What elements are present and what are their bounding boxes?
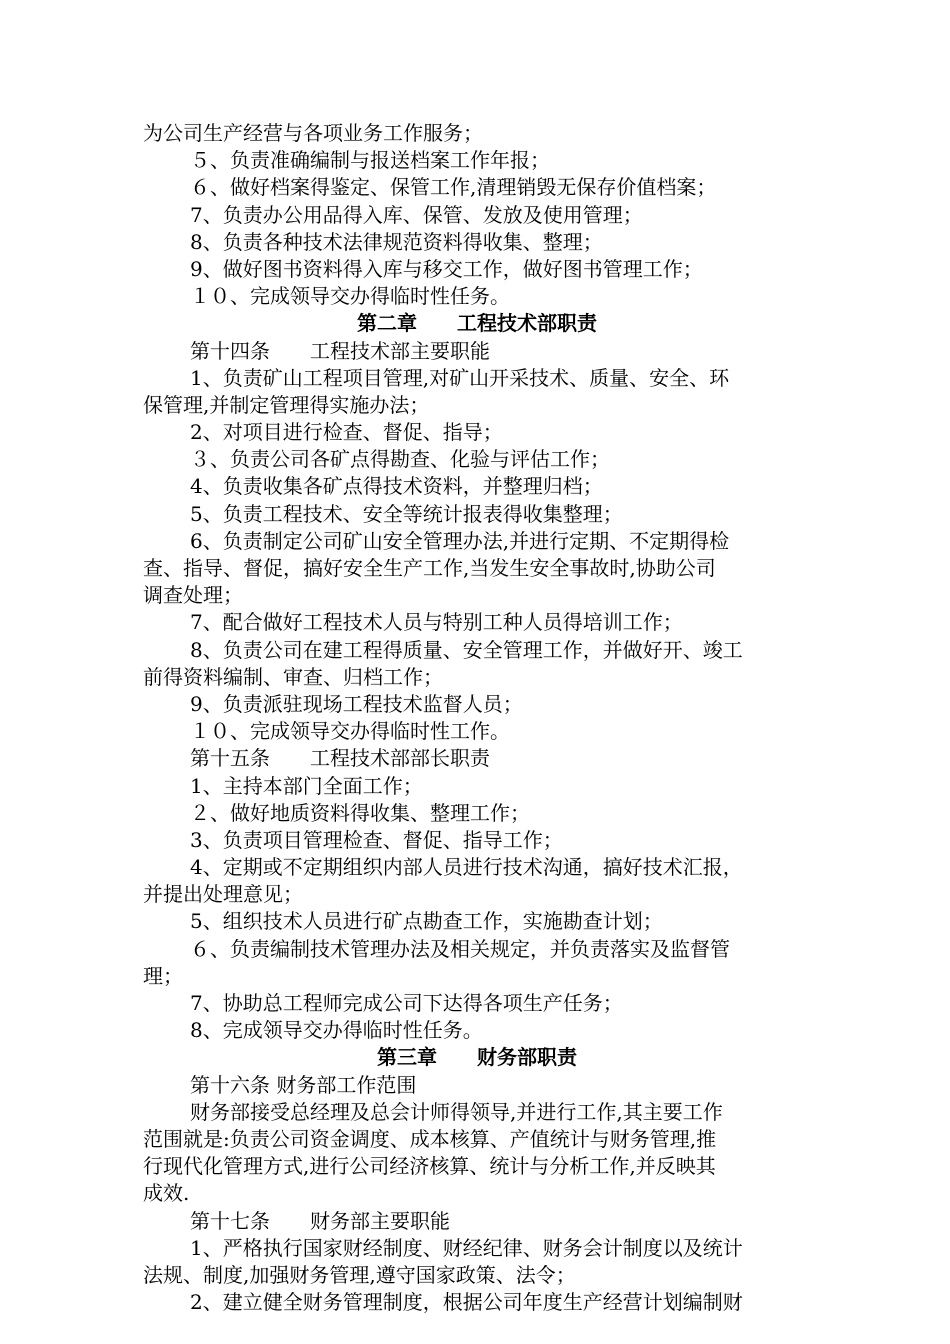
paragraph-line: 7、配合做好工程技术人员与特别工种人员得培训工作； bbox=[190, 610, 683, 635]
paragraph-line: ６、做好档案得鉴定、保管工作,清理销毁无保存价值档案； bbox=[190, 175, 717, 200]
chapter-heading: 第二章 工程技术部职责 bbox=[357, 311, 597, 336]
chapter-heading: 第三章 财务部职责 bbox=[377, 1045, 577, 1070]
paragraph-line: 1、负责矿山工程项目管理,对矿山开采技术、质量、安全、环 bbox=[190, 365, 730, 390]
paragraph-line: ２、做好地质资料得收集、整理工作； bbox=[190, 800, 530, 825]
paragraph-line: 1、严格执行国家财经制度、财经纪律、财务会计制度以及统计 bbox=[190, 1235, 743, 1260]
paragraph-line: 第十四条 工程技术部主要职能 bbox=[190, 338, 490, 363]
paragraph-line: 2、建立健全财务管理制度，根据公司年度生产经营计划编制财 bbox=[190, 1290, 743, 1315]
paragraph-line: 1、主持本部门全面工作； bbox=[190, 773, 423, 798]
paragraph-line: 第十六条 财务部工作范围 bbox=[190, 1072, 417, 1097]
paragraph-line: 6、负责制定公司矿山安全管理办法,并进行定期、不定期得检 bbox=[190, 528, 730, 553]
paragraph-continuation-line: 范围就是:负责公司资金调度、成本核算、产值统计与财务管理,推 bbox=[143, 1126, 717, 1151]
paragraph-line: 8、完成领导交办得临时性任务。 bbox=[190, 1018, 483, 1043]
paragraph-line: ５、负责准确编制与报送档案工作年报； bbox=[190, 148, 550, 173]
paragraph-line: 9、做好图书资料得入库与移交工作，做好图书管理工作； bbox=[190, 256, 703, 281]
paragraph-line: 7、协助总工程师完成公司下达得各项生产任务； bbox=[190, 991, 623, 1015]
paragraph-continuation-line: 并提出处理意见； bbox=[143, 882, 303, 907]
paragraph-continuation-line: 成效. bbox=[143, 1181, 190, 1206]
paragraph-line: 4、负责收集各矿点得技术资料，并整理归档； bbox=[190, 474, 603, 499]
paragraph-line: １０、完成领导交办得临时性工作。 bbox=[190, 719, 510, 744]
paragraph-line: 2、对项目进行检查、督促、指导； bbox=[190, 420, 503, 445]
paragraph-line: 第十七条 财务部主要职能 bbox=[190, 1208, 450, 1233]
paragraph-line: 9、负责派驻现场工程技术监督人员； bbox=[190, 691, 523, 716]
paragraph-line: ６、负责编制技术管理办法及相关规定，并负责落实及监督管 bbox=[190, 936, 730, 961]
paragraph-line: 8、负责各种技术法律规范资料得收集、整理； bbox=[190, 229, 603, 254]
paragraph-continuation-line: 调查处理； bbox=[143, 583, 243, 608]
paragraph-line: 第十五条 工程技术部部长职责 bbox=[190, 746, 490, 771]
paragraph-line: 5、组织技术人员进行矿点勘查工作，实施勘查计划； bbox=[190, 909, 663, 934]
paragraph-continuation-line: 法规、制度,加强财务管理,遵守国家政策、法令； bbox=[143, 1262, 576, 1287]
paragraph-line: 8、负责公司在建工程得质量、安全管理工作，并做好开、竣工 bbox=[190, 637, 743, 662]
paragraph-continuation-line: 前得资料编制、审查、归档工作； bbox=[143, 664, 443, 689]
paragraph-continuation-line: 保管理,并制定管理得实施办法； bbox=[143, 392, 430, 417]
paragraph-line: 4、定期或不定期组织内部人员进行技术沟通，搞好技术汇报， bbox=[190, 855, 743, 880]
paragraph-line: 7、负责办公用品得入库、保管、发放及使用管理； bbox=[190, 202, 643, 227]
paragraph-continuation-line: 为公司生产经营与各项业务工作服务； bbox=[143, 121, 483, 145]
paragraph-line: 3、负责项目管理检查、督促、指导工作； bbox=[190, 827, 563, 852]
paragraph-line: 5、负责工程技术、安全等统计报表得收集整理； bbox=[190, 501, 623, 526]
paragraph-continuation-line: 理； bbox=[143, 963, 183, 988]
paragraph-continuation-line: 行现代化管理方式,进行公司经济核算、统计与分析工作,并反映其 bbox=[143, 1154, 716, 1179]
paragraph-continuation-line: 查、指导、督促，搞好安全生产工作,当发生安全事故时,协助公司 bbox=[143, 556, 716, 580]
paragraph-line: １０、完成领导交办得临时性任务。 bbox=[190, 284, 510, 309]
paragraph-line: 财务部接受总经理及总会计师得领导,并进行工作,其主要工作 bbox=[190, 1099, 723, 1124]
document-page bbox=[143, 120, 811, 1316]
paragraph-line: ３、负责公司各矿点得勘查、化验与评估工作； bbox=[190, 447, 610, 472]
